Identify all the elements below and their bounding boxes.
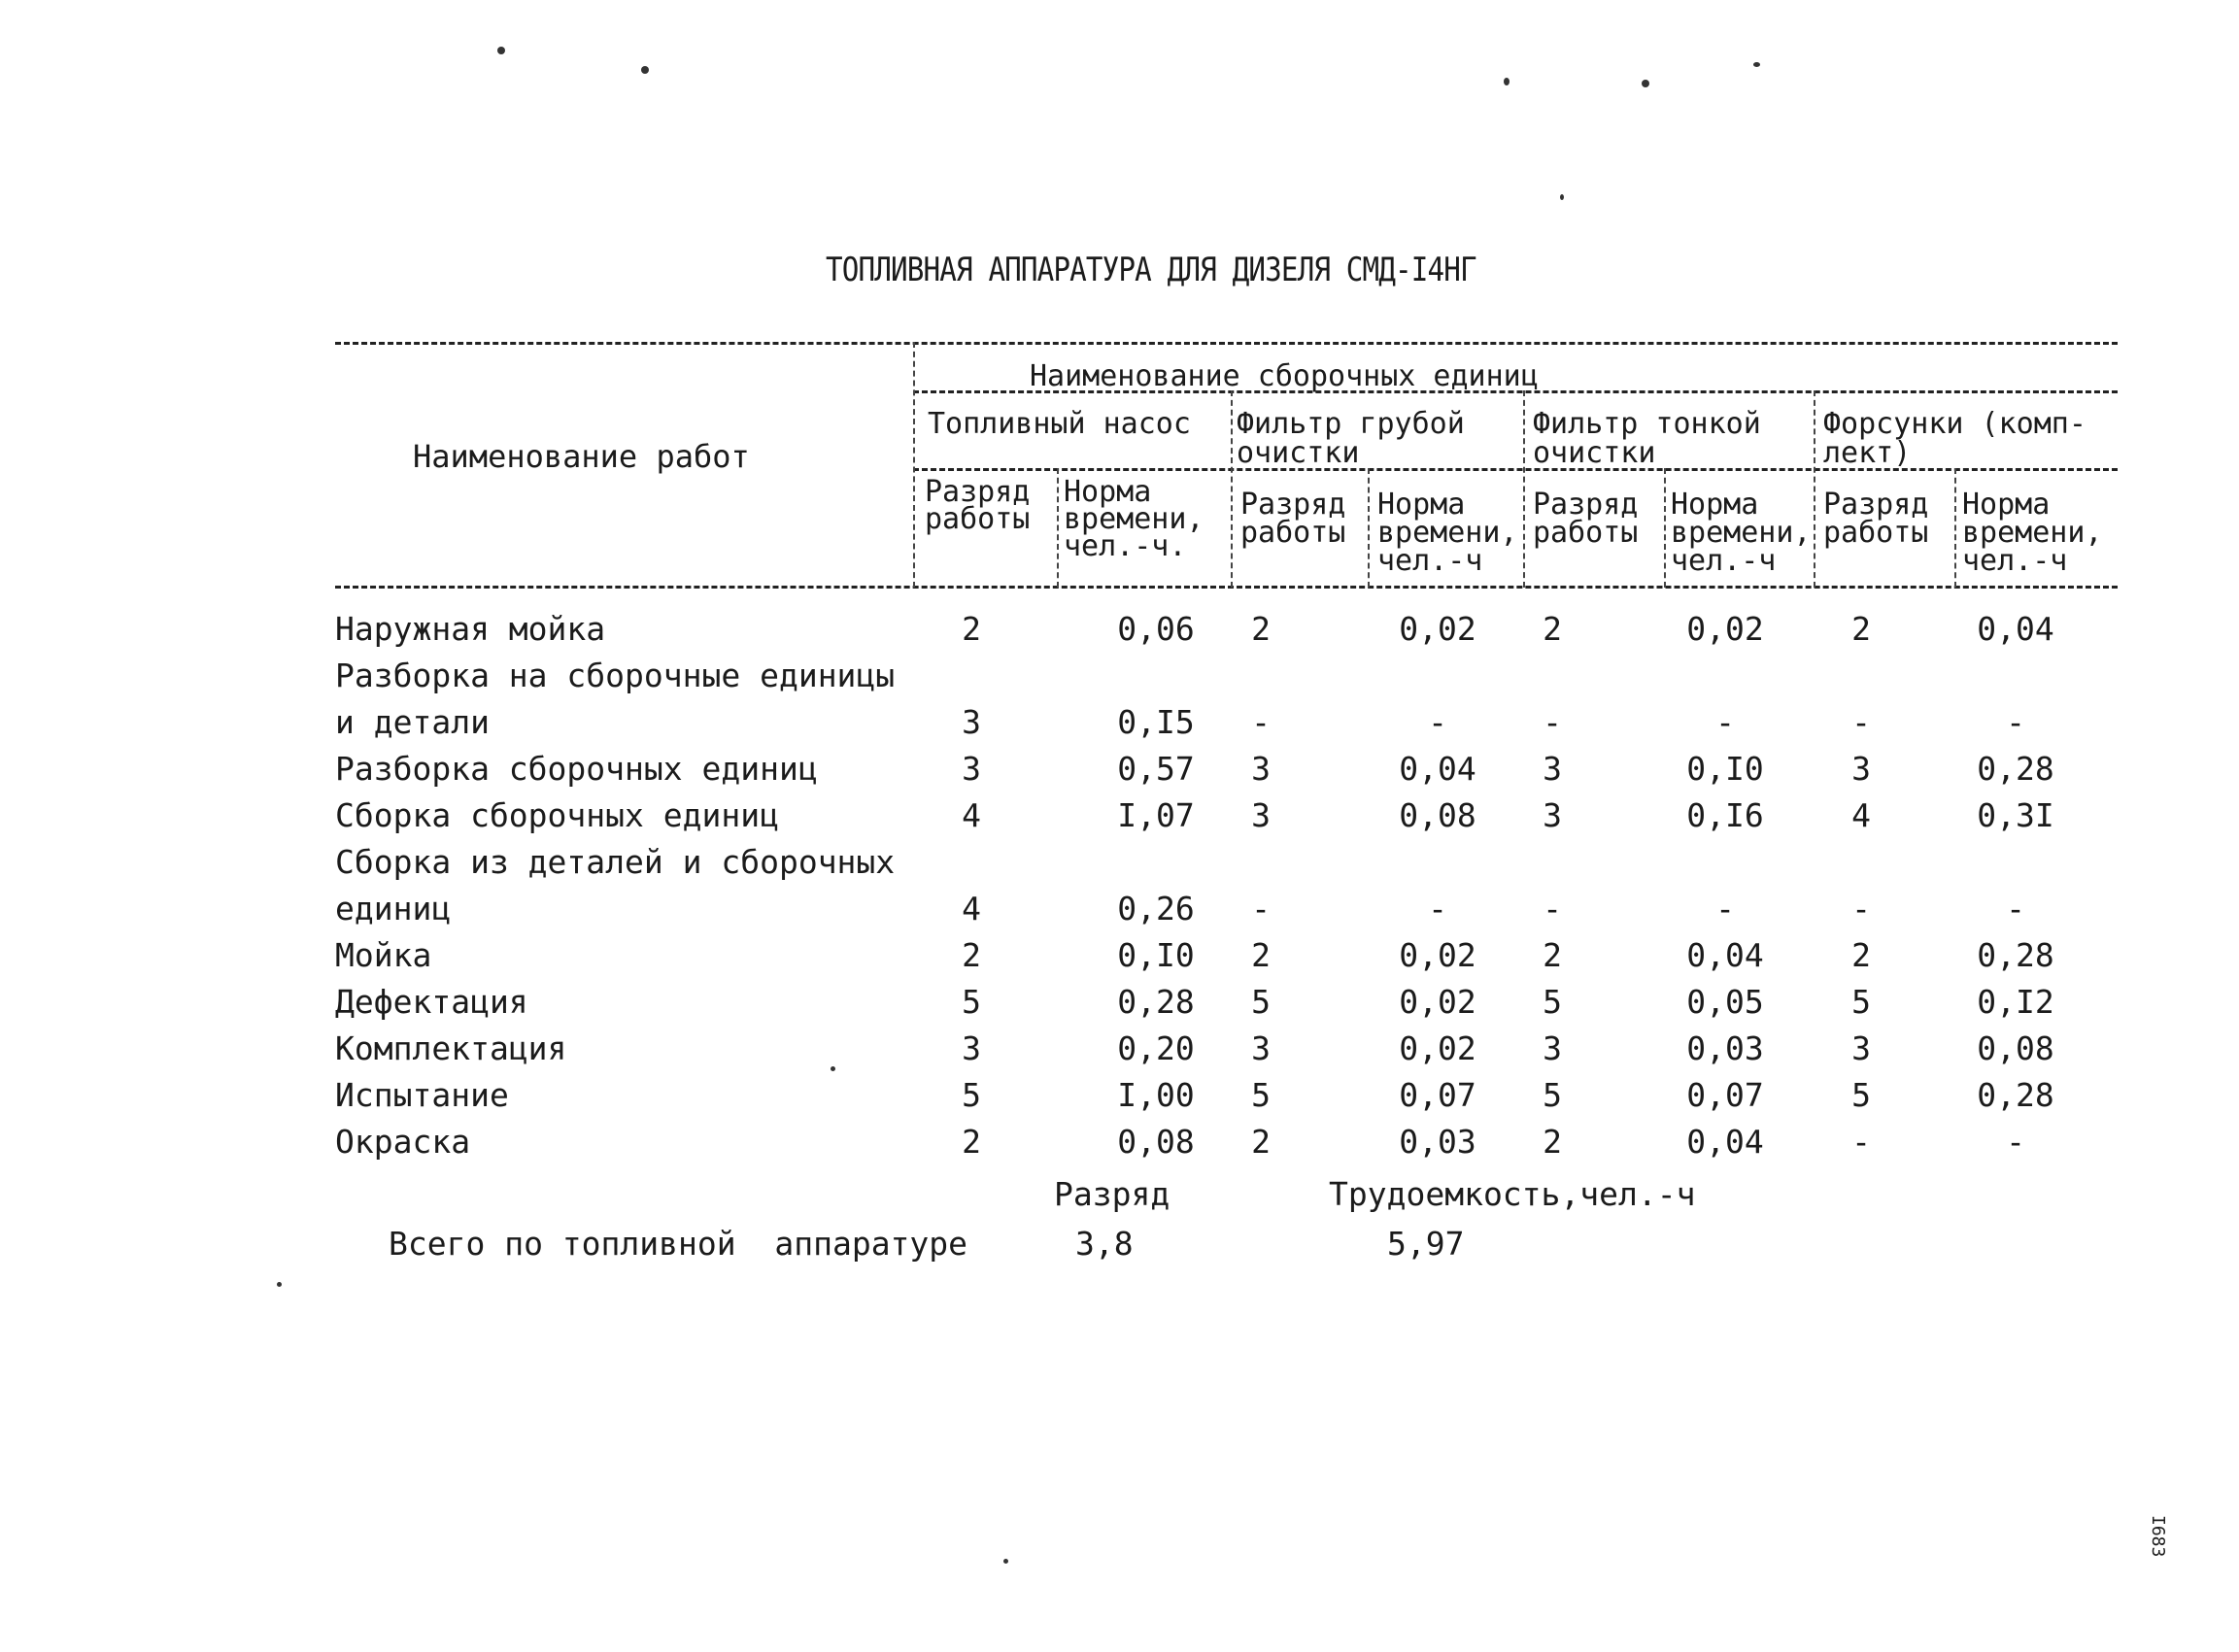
norm-cell: 0,07 <box>1686 1076 1764 1114</box>
norm-cell: 0,02 <box>1399 936 1476 974</box>
grade-header: Разряд <box>925 475 1031 509</box>
grade-cell: - <box>1251 890 1271 927</box>
grade-header: Разряд <box>1240 488 1346 522</box>
row-name: Дефектация <box>335 983 528 1021</box>
norm-cell: 0,04 <box>1686 936 1764 974</box>
norm-cell: 0,28 <box>1977 1076 2054 1114</box>
row-name: Испытание <box>335 1076 509 1114</box>
unit-header-4-line2: лект) <box>1823 436 1912 470</box>
grade-cell: 2 <box>962 936 981 974</box>
row-name: Сборка из деталей и сборочных <box>335 843 896 881</box>
norm-header: чел.-ч <box>1671 544 1777 578</box>
row-name: Окраска <box>335 1123 471 1161</box>
norm-cell: 0,05 <box>1686 983 1764 1021</box>
col-divider <box>1368 468 1370 588</box>
scan-speck <box>1560 194 1564 200</box>
scan-speck <box>1504 78 1510 85</box>
unit-header-2-line2: очистки <box>1237 436 1360 470</box>
grade-cell: 2 <box>1251 610 1271 648</box>
norm-header: Норма <box>1671 488 1759 522</box>
col-divider <box>1954 468 1956 588</box>
total-grade-value: 3,8 <box>1075 1225 1134 1263</box>
grade-header: Разряд <box>1823 488 1929 522</box>
grade-cell: 4 <box>962 796 981 834</box>
units-group-header: Наименование сборочных единиц <box>1030 359 1539 393</box>
norm-header: чел.-ч <box>1377 544 1483 578</box>
norm-cell: 0,02 <box>1399 1029 1476 1067</box>
unit-header-1: Топливный насос <box>928 407 1191 441</box>
total-labor-value: 5,97 <box>1387 1225 1465 1263</box>
unit-header-2: Фильтр грубой <box>1237 407 1465 441</box>
grade-cell: - <box>1851 703 1871 741</box>
col-divider <box>1231 390 1233 588</box>
norm-cell: 0,04 <box>1686 1123 1764 1161</box>
grade-cell: 5 <box>1543 1076 1562 1114</box>
norm-cell: 0,57 <box>1117 750 1195 788</box>
scan-speck <box>497 47 505 54</box>
norm-cell: 0,I0 <box>1686 750 1764 788</box>
total-label: Всего по топливной аппаратуре <box>389 1225 968 1263</box>
work-name-header: Наименование работ <box>413 438 750 475</box>
grade-cell: 3 <box>1543 750 1562 788</box>
norm-cell: - <box>2006 1123 2025 1161</box>
norm-header: Норма <box>1962 488 2051 522</box>
norm-cell: 0,08 <box>1977 1029 2054 1067</box>
grade-cell: 3 <box>1251 796 1271 834</box>
header-bottom-rule <box>335 586 2118 589</box>
scan-speck <box>641 66 649 74</box>
col-divider <box>1523 390 1525 588</box>
norm-cell: 0,I5 <box>1117 703 1195 741</box>
norm-header: Норма <box>1064 475 1152 509</box>
norm-cell: - <box>1715 890 1735 927</box>
grade-cell: 3 <box>1543 796 1562 834</box>
grade-cell: 2 <box>1851 610 1871 648</box>
norm-cell: 0,04 <box>1977 610 2054 648</box>
grade-cell: 2 <box>1543 1123 1562 1161</box>
norm-cell: - <box>2006 703 2025 741</box>
norm-cell: 0,I0 <box>1117 936 1195 974</box>
margin-mark: I683 <box>2148 1515 2168 1558</box>
total-grade-label: Разряд <box>1054 1175 1170 1213</box>
grade-cell: 5 <box>1543 983 1562 1021</box>
unit-header-3-line2: очистки <box>1533 436 1656 470</box>
row-name: Разборка сборочных единиц <box>335 750 818 788</box>
grade-cell: 5 <box>962 983 981 1021</box>
grade-cell: 5 <box>1851 983 1871 1021</box>
grade-cell: - <box>1543 890 1562 927</box>
grade-cell: 5 <box>1251 1076 1271 1114</box>
norm-cell: 0,28 <box>1977 750 2054 788</box>
grade-cell: 3 <box>1251 750 1271 788</box>
norm-header: чел.-ч <box>1962 544 2068 578</box>
grade-cell: - <box>1851 1123 1871 1161</box>
grade-header: работы <box>1533 516 1639 550</box>
grade-cell: 2 <box>1543 936 1562 974</box>
norm-cell: 0,08 <box>1399 796 1476 834</box>
grade-header: работы <box>925 502 1031 536</box>
grade-cell: 5 <box>962 1076 981 1114</box>
norm-cell: I,07 <box>1117 796 1195 834</box>
norm-cell: - <box>1428 890 1447 927</box>
norm-cell: 0,3I <box>1977 796 2054 834</box>
grade-header: работы <box>1240 516 1346 550</box>
grade-cell: 2 <box>962 610 981 648</box>
norm-cell: 0,26 <box>1117 890 1195 927</box>
scan-speck <box>831 1066 835 1071</box>
norm-cell: 0,08 <box>1117 1123 1195 1161</box>
norm-cell: 0,03 <box>1399 1123 1476 1161</box>
grade-cell: 2 <box>1251 936 1271 974</box>
row-name: Разборка на сборочные единицы <box>335 657 896 694</box>
grade-cell: 4 <box>1851 796 1871 834</box>
grade-cell: 3 <box>962 1029 981 1067</box>
norm-cell: 0,03 <box>1686 1029 1764 1067</box>
grade-header: Разряд <box>1533 488 1639 522</box>
norm-cell: 0,28 <box>1117 983 1195 1021</box>
row-name-cont: и детали <box>335 703 490 741</box>
scan-speck <box>1003 1559 1008 1564</box>
norm-cell: 0,28 <box>1977 936 2054 974</box>
grade-cell: 2 <box>962 1123 981 1161</box>
norm-cell: 0,I2 <box>1977 983 2054 1021</box>
norm-cell: - <box>1715 703 1735 741</box>
scan-speck <box>1642 80 1649 87</box>
unit-rule <box>913 468 2118 471</box>
row-name: Комплектация <box>335 1029 567 1067</box>
norm-header: времени, <box>1377 516 1518 550</box>
col-divider <box>913 342 915 588</box>
row-name: Сборка сборочных единиц <box>335 796 779 834</box>
norm-cell: 0,04 <box>1399 750 1476 788</box>
scan-speck <box>1753 62 1760 67</box>
col-divider <box>1057 468 1059 588</box>
scan-speck <box>277 1282 282 1287</box>
grade-cell: 4 <box>962 890 981 927</box>
norm-cell: 0,02 <box>1686 610 1764 648</box>
norm-header: Норма <box>1377 488 1466 522</box>
unit-header-3: Фильтр тонкой <box>1533 407 1761 441</box>
col-divider <box>1814 390 1815 588</box>
grade-cell: 2 <box>1851 936 1871 974</box>
total-labor-label: Трудоемкость,чел.-ч <box>1329 1175 1696 1213</box>
norm-cell: 0,06 <box>1117 610 1195 648</box>
grade-cell: 3 <box>1851 1029 1871 1067</box>
table-top-rule <box>335 342 2118 345</box>
grade-cell: 3 <box>962 703 981 741</box>
norm-cell: - <box>2006 890 2025 927</box>
row-name: Наружная мойка <box>335 610 606 648</box>
grade-cell: - <box>1851 890 1871 927</box>
col-divider <box>1664 468 1666 588</box>
norm-cell: 0,20 <box>1117 1029 1195 1067</box>
row-name-cont: единиц <box>335 890 452 927</box>
unit-header-4: Форсунки (комп- <box>1823 407 2086 441</box>
norm-header: времени, <box>1064 502 1204 536</box>
page-title: ТОПЛИВНАЯ АППАРАТУРА ДЛЯ ДИЗЕЛЯ СМД-I4НГ <box>826 251 1476 289</box>
norm-cell: - <box>1428 703 1447 741</box>
norm-cell: 0,02 <box>1399 983 1476 1021</box>
grade-cell: - <box>1251 703 1271 741</box>
norm-cell: 0,I6 <box>1686 796 1764 834</box>
grade-header: работы <box>1823 516 1929 550</box>
grade-cell: 3 <box>1543 1029 1562 1067</box>
norm-header: времени, <box>1671 516 1812 550</box>
norm-header: времени, <box>1962 516 2103 550</box>
grade-cell: - <box>1543 703 1562 741</box>
grade-cell: 5 <box>1851 1076 1871 1114</box>
grade-cell: 5 <box>1251 983 1271 1021</box>
grade-cell: 2 <box>1543 610 1562 648</box>
grade-cell: 3 <box>1851 750 1871 788</box>
norm-header: чел.-ч. <box>1064 529 1187 563</box>
grade-cell: 2 <box>1251 1123 1271 1161</box>
norm-cell: 0,07 <box>1399 1076 1476 1114</box>
norm-cell: 0,02 <box>1399 610 1476 648</box>
norm-cell: I,00 <box>1117 1076 1195 1114</box>
grade-cell: 3 <box>962 750 981 788</box>
row-name: Мойка <box>335 936 432 974</box>
grade-cell: 3 <box>1251 1029 1271 1067</box>
